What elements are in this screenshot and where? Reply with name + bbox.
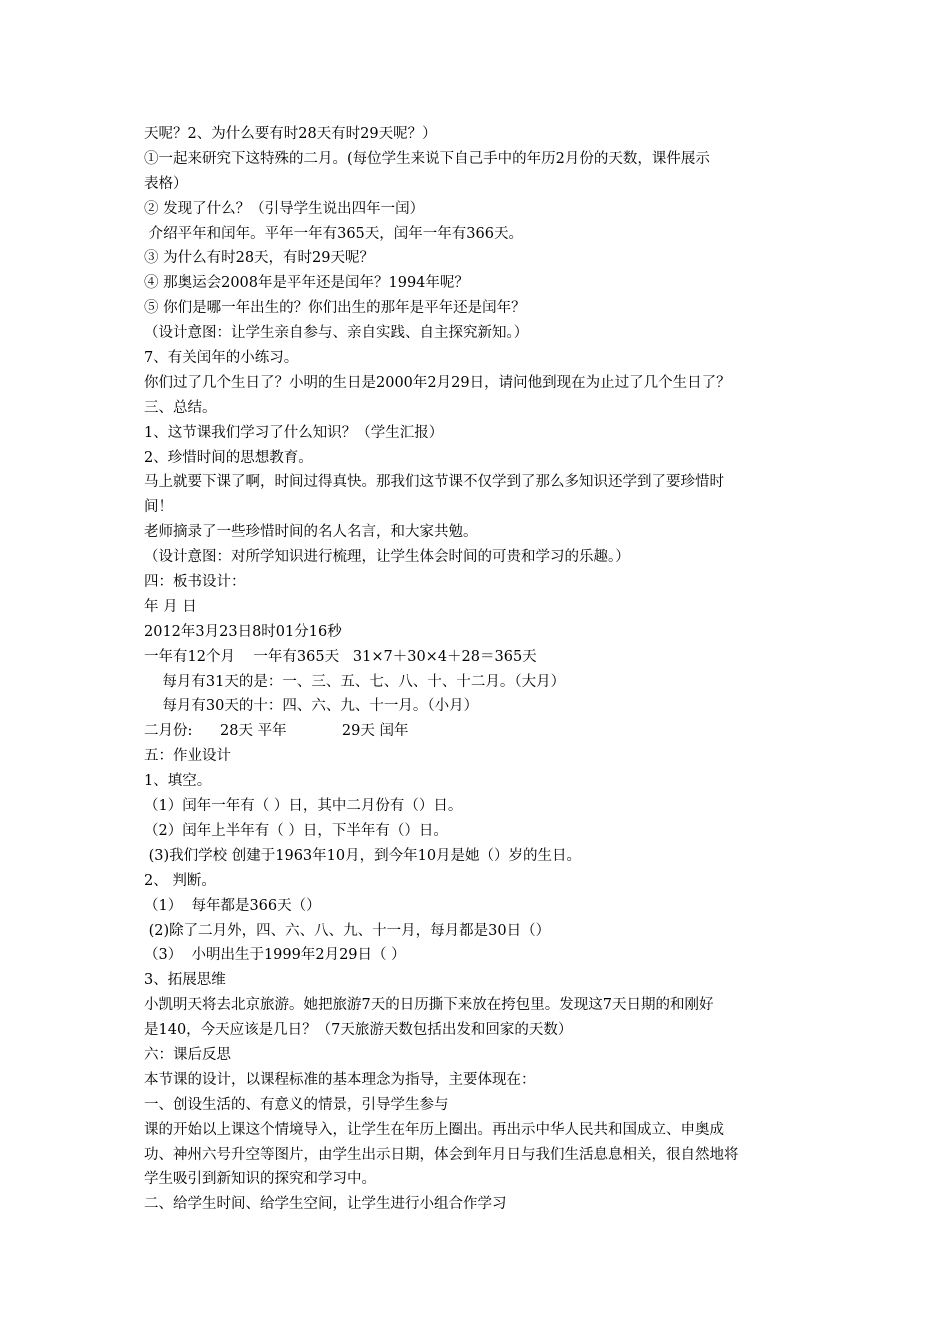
document-body: [144, 122, 824, 1217]
text-line: 介绍平年和闰年。平年一年有365天，闰年一年有366天。: [144, 225, 523, 242]
text-line: 学生吸引到新知识的探究和学习中。: [144, 1171, 376, 1188]
text-line: （设计意图：对所学知识进行梳理，让学生体会时间的可贵和学习的乐趣。）: [144, 549, 630, 566]
text-line: 7、有关闰年的小练习。: [144, 350, 299, 367]
text-line: 马上就要下课了啊，时间过得真快。那我们这节课不仅学到了那么多知识还学到了要珍惜时: [144, 474, 724, 491]
text-line: ④ 那奥运会2008年是平年还是闰年？1994年呢？: [144, 275, 469, 292]
text-line: 小凯明天将去北京旅游。她把旅游7天的日历撕下来放在挎包里。发现这7天日期的和刚好: [144, 997, 714, 1014]
text-line: （设计意图：让学生亲自参与、亲自实践、自主探究新知。）: [144, 325, 529, 342]
text-line: ⑤ 你们是哪一年出生的？你们出生的那年是平年还是闰年？: [144, 300, 526, 317]
text-line: 老师摘录了一些珍惜时间的名人名言，和大家共勉。: [144, 524, 478, 541]
text-line: 二月份: 28天 平年 29天 闰年: [144, 723, 409, 740]
section-heading: 四：板书设计：: [144, 574, 246, 591]
text-line: ①一起来研究下这特殊的二月。(每位学生来说下自己手中的年历2月份的天数，课件展示: [144, 150, 710, 167]
text-line: (3)我们学校 创建于1963年10月，到今年10月是她（）岁的生日。: [144, 847, 582, 864]
text-line: 3、拓展思维: [144, 972, 226, 989]
text-line: ② 发现了什么？（引导学生说出四年一闰）: [144, 200, 425, 217]
text-line: 每月有31天的是：一、三、五、七、八、十、十二月。（大月）: [144, 673, 566, 690]
text-line: 课的开始以上课这个情境导入，让学生在年历上圈出。再出示中华人民共和国成立、申奥成: [144, 1121, 724, 1138]
text-line: 年 月 日: [144, 598, 197, 615]
text-line: 1、填空。: [144, 773, 212, 790]
section-heading: 三、总结。: [144, 399, 217, 416]
text-line: （3） 小明出生于1999年2月29日（ ）: [144, 947, 406, 964]
text-line: 你们过了几个生日了？小明的生日是2000年2月29日，请问他到现在为止过了几个生日了？: [144, 374, 731, 391]
text-line: 二、给学生时间、给学生空间，让学生进行小组合作学习: [144, 1196, 507, 1213]
text-line: （2）闰年上半年有（ ）日，下半年有（）日。: [144, 822, 448, 839]
text-line: ③ 为什么有时28天，有时29天呢？: [144, 250, 375, 267]
text-line: 一、创设生活的、有意义的情景，引导学生参与: [144, 1096, 449, 1113]
text-line: 2012年3月23日8时01分16秒: [144, 623, 342, 640]
text-line: 2、 判断。: [144, 872, 216, 889]
text-line: （1） 每年都是366天（）: [144, 897, 321, 914]
text-line: 1、这节课我们学习了什么知识？（学生汇报）: [144, 424, 444, 441]
text-line: 2、珍惜时间的思想教育。: [144, 449, 313, 466]
text-line: （1）闰年一年有（ ）日，其中二月份有（）日。: [144, 798, 463, 815]
section-heading: 五：作业设计: [144, 748, 231, 765]
section-heading: 六：课后反思: [144, 1046, 231, 1063]
text-line: 每月有30天的十：四、六、九、十一月。（小月）: [144, 698, 479, 715]
text-line: (2)除了二月外，四、六、八、九、十一月，每月都是30日（）: [144, 922, 551, 939]
text-line: 一年有12个月 一年有365天 31×7＋30×4＋28＝365天: [144, 648, 537, 665]
text-line: 是140，今天应该是几日？（7天旅游天数包括出发和回家的天数）: [144, 1022, 573, 1039]
text-line: 间！: [144, 499, 173, 516]
text-line: 功、神州六号升空等图片，由学生出示日期，体会到年月日与我们生活息息相关，很自然地将: [144, 1146, 739, 1163]
text-line: 天呢？2、为什么要有时28天有时29天呢？）: [144, 126, 437, 142]
text-line: 本节课的设计，以课程标准的基本理念为指导，主要体现在：: [144, 1071, 536, 1088]
text-line: 表格）: [144, 175, 188, 192]
